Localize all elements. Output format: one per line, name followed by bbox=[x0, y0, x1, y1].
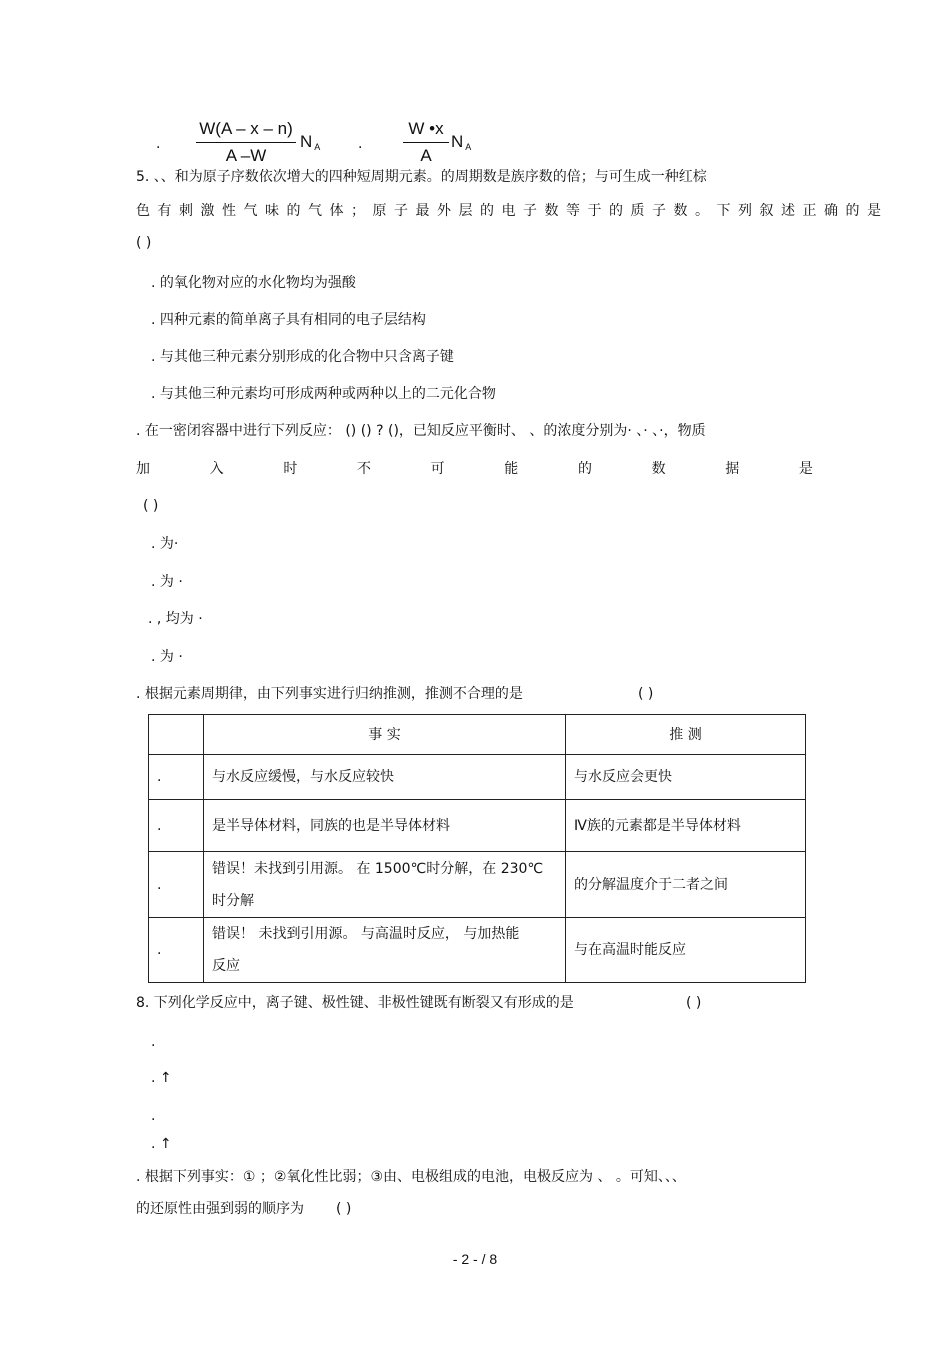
q9-stem-line2: 的还原性由强到弱的顺序为 bbox=[136, 1201, 304, 1217]
option-d-na: N $_A$ bbox=[451, 132, 472, 152]
q6-char: 是 bbox=[798, 461, 813, 477]
fraction-numerator: W(A – x – n) bbox=[199, 119, 293, 138]
row-fact bbox=[204, 918, 566, 983]
q8-option-d: . ↑ bbox=[151, 1136, 172, 1152]
q6-answer-paren: ( ) bbox=[143, 498, 159, 514]
header-cell-label bbox=[149, 715, 204, 755]
q6-char: 不 bbox=[356, 461, 371, 477]
q5-answer-paren: ( ) bbox=[136, 235, 152, 251]
row-label: . bbox=[149, 800, 204, 852]
q6-option-d: . 为 · bbox=[151, 649, 183, 665]
header-cell-fact: 事 实 bbox=[204, 715, 566, 755]
q5-stem-line2: 色有刺激性气味的气体；原子最外层的电子数等于的质子数。下列叙述正确的是 bbox=[136, 203, 889, 219]
q5-stem-line1: 5. 、、和为原子序数依次增大的四种短周期元素。的周期数是族序数的倍；与可生成一种红棕 bbox=[136, 169, 707, 185]
row-label: . bbox=[149, 755, 204, 800]
q6-char: 可 bbox=[430, 461, 445, 477]
row-fact-line: 错误！ 未找到引用源。 与高温时反应， 与加热能 bbox=[212, 926, 520, 942]
fraction-numerator: W •x bbox=[408, 119, 444, 138]
row-fact-line: 反应 bbox=[212, 958, 240, 974]
q8-answer-paren: ( ) bbox=[686, 995, 702, 1011]
q6-char: 时 bbox=[283, 461, 298, 477]
table-row bbox=[149, 800, 806, 852]
q6-char: 入 bbox=[209, 461, 224, 477]
table-row bbox=[149, 755, 806, 800]
table-row bbox=[149, 852, 806, 918]
row-guess: 的分解温度介于二者之间 bbox=[566, 852, 806, 918]
q6-option-a: . 为· bbox=[151, 536, 179, 552]
q7-table bbox=[148, 714, 806, 983]
table-row bbox=[149, 918, 806, 983]
q5-option-a: . 的氧化物对应的水化物均为强酸 bbox=[151, 275, 356, 291]
q9-answer-paren: ( ) bbox=[336, 1201, 352, 1217]
q6-char: 数 bbox=[651, 461, 666, 477]
fraction-denominator: A –W bbox=[225, 146, 267, 165]
q9-stem-line1: . 根据下列事实：① ；②氧化性比弱；③由、电极组成的电池，电极反应为 、 。可知、、、 bbox=[136, 1169, 686, 1185]
option-d-fraction bbox=[403, 118, 449, 167]
q8-option-b: . ↑ bbox=[151, 1070, 172, 1086]
q6-option-c: . , 均为 · bbox=[148, 611, 203, 627]
option-c-na: N $_A$ bbox=[300, 132, 321, 152]
q6-char: 据 bbox=[725, 461, 740, 477]
row-fact: 是半导体材料，同族的也是半导体材料 bbox=[204, 800, 566, 852]
fraction-bar bbox=[403, 142, 449, 143]
row-guess: Ⅳ族的元素都是半导体材料 bbox=[566, 800, 806, 852]
q5-option-b: . 四种元素的简单离子具有相同的电子层结构 bbox=[151, 312, 426, 328]
q6-stem-line2 bbox=[136, 459, 813, 479]
q8-option-a: . bbox=[151, 1034, 156, 1050]
option-c-marker: . bbox=[156, 136, 161, 152]
table-header-row bbox=[149, 715, 806, 755]
q7-answer-paren: ( ) bbox=[638, 686, 654, 702]
fraction-denominator: A bbox=[420, 146, 432, 165]
q5-option-c: . 与其他三种元素分别形成的化合物中只含离子键 bbox=[151, 349, 454, 365]
q8-stem: 8. 下列化学反应中，离子键、极性键、非极性键既有断裂又有形成的是 bbox=[136, 995, 574, 1011]
header-cell-guess: 推 测 bbox=[566, 715, 806, 755]
option-c-fraction bbox=[196, 118, 296, 167]
q6-char: 能 bbox=[504, 461, 519, 477]
q8-option-c: . bbox=[151, 1108, 156, 1124]
row-label: . bbox=[149, 852, 204, 918]
q5-option-d: . 与其他三种元素均可形成两种或两种以上的二元化合物 bbox=[151, 386, 496, 402]
row-label: . bbox=[149, 918, 204, 983]
row-fact-line: 错误！未找到引用源。 在 1500℃时分解，在 230℃ bbox=[212, 860, 544, 877]
q6-char: 加 bbox=[136, 461, 150, 477]
q6-option-b: . 为 · bbox=[151, 574, 183, 590]
row-guess: 与水反应会更快 bbox=[566, 755, 806, 800]
row-fact-line: 时分解 bbox=[212, 892, 254, 909]
row-fact bbox=[204, 852, 566, 918]
fraction-bar bbox=[196, 142, 296, 143]
q7-stem: . 根据元素周期律，由下列事实进行归纳推测，推测不合理的是 bbox=[136, 686, 523, 702]
q6-stem-line1: . 在一密闭容器中进行下列反应： () () ? ()，已知反应平衡时、 、的浓度分别为· 、· 、·，物质 bbox=[136, 423, 706, 439]
q6-char: 的 bbox=[577, 461, 592, 477]
page-number: - 2 - / 8 bbox=[452, 1251, 498, 1267]
option-d-marker: . bbox=[358, 136, 363, 152]
row-fact: 与水反应缓慢，与水反应较快 bbox=[204, 755, 566, 800]
row-guess: 与在高温时能反应 bbox=[566, 918, 806, 983]
